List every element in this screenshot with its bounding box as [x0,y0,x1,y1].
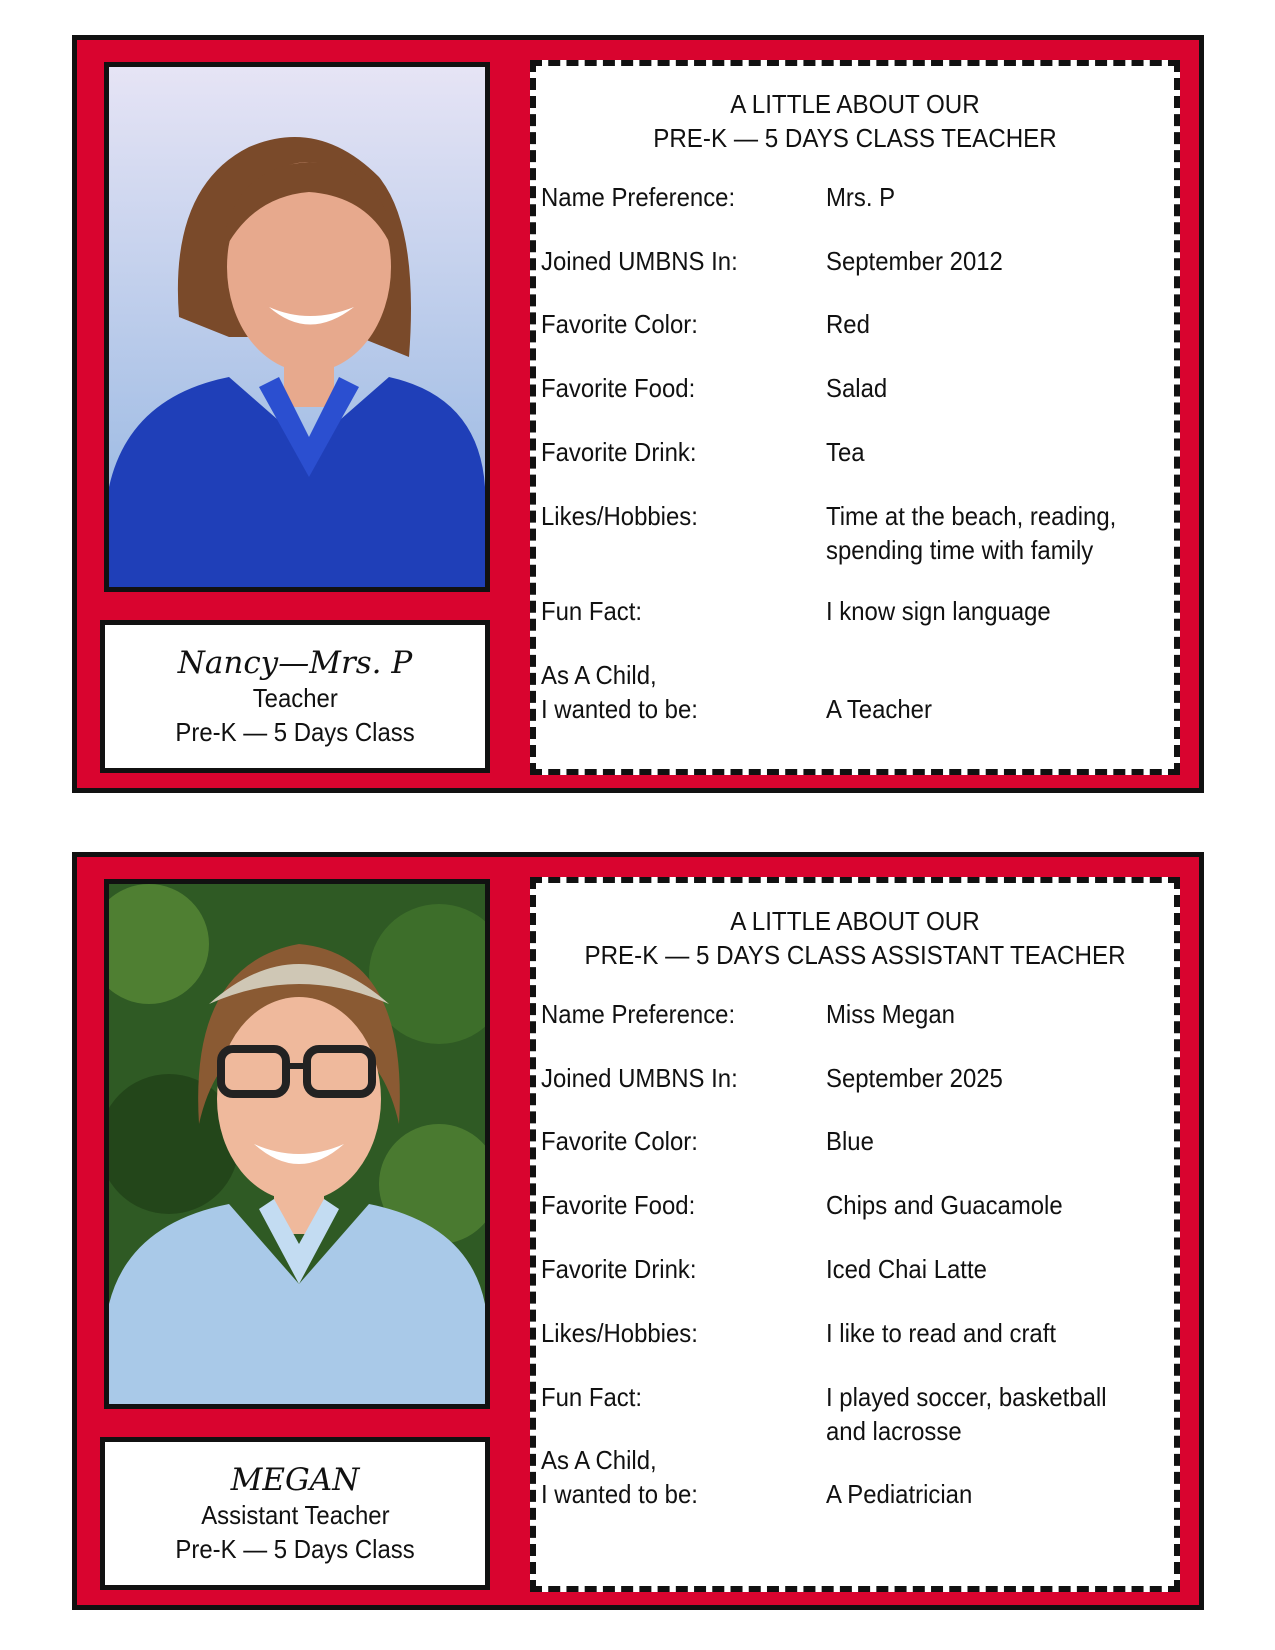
teacher-portrait-photo [109,67,485,587]
row-value: I know sign language [826,596,1051,626]
row-label: Favorite Food: [541,1190,696,1220]
teacher-photo [104,62,490,592]
row-value: A Pediatrician [826,1479,973,1509]
row-value: Tea [826,437,865,467]
row-label: Joined UMBNS In: [541,1063,738,1093]
row-label: Likes/Hobbies: [541,1318,698,1348]
row-label: As A Child, I wanted to be: [541,660,698,724]
row-value: Time at the beach, reading, spending time with family [826,501,1117,565]
row-label: Favorite Drink: [541,437,697,467]
teacher-script-name: Nancy—Mrs. P [177,644,413,681]
row-value: I played soccer, basketball and lacrosse [826,1382,1107,1446]
row-value: Red [826,309,870,339]
row-value: Iced Chai Latte [826,1254,987,1284]
assistant-class: Pre-K — 5 Days Class [175,1533,415,1564]
row-value: I like to read and craft [826,1318,1057,1348]
row-label: Likes/Hobbies: [541,501,698,531]
teacher-info-panel [530,60,1180,775]
teacher-role: Teacher [252,682,338,713]
row-label: Favorite Color: [541,1126,698,1156]
teacher-name-box [100,620,490,773]
row-value: Blue [826,1126,874,1156]
assistant-name-box [100,1437,490,1590]
assistant-info-panel [530,877,1180,1592]
info-title-line1: A LITTLE ABOUT OUR [730,89,980,119]
row-label: Fun Fact: [541,596,643,626]
assistant-teacher-photo [104,879,490,1409]
row-label: Name Preference: [541,999,736,1029]
info-title-line1: A LITTLE ABOUT OUR [730,906,980,936]
row-label: Fun Fact: [541,1382,643,1412]
row-label: Favorite Drink: [541,1254,697,1284]
assistant-teacher-card [72,852,1204,1610]
row-label: Name Preference: [541,182,736,212]
row-value: A Teacher [826,694,932,724]
row-value: Salad [826,373,888,403]
row-label: Joined UMBNS In: [541,246,738,276]
row-label: Favorite Food: [541,373,696,403]
row-value: Chips and Guacamole [826,1190,1063,1220]
info-title [558,87,1151,155]
assistant-role: Assistant Teacher [200,1499,390,1530]
row-value: September 2025 [826,1063,1003,1093]
row-value: Mrs. P [826,182,896,212]
teacher-class: Pre-K — 5 Days Class [175,716,415,747]
row-label: Favorite Color: [541,309,698,339]
info-title-line2: PRE-K — 5 DAYS CLASS ASSISTANT TEACHER [584,940,1126,970]
row-label: As A Child, I wanted to be: [541,1445,698,1509]
assistant-script-name: MEGAN [230,1461,360,1498]
assistant-teacher-portrait-photo [109,884,485,1404]
teacher-card [72,35,1204,793]
row-value: September 2012 [826,246,1003,276]
info-title-line2: PRE-K — 5 DAYS CLASS TEACHER [653,123,1057,153]
info-title [558,904,1151,972]
row-value: Miss Megan [826,999,955,1029]
